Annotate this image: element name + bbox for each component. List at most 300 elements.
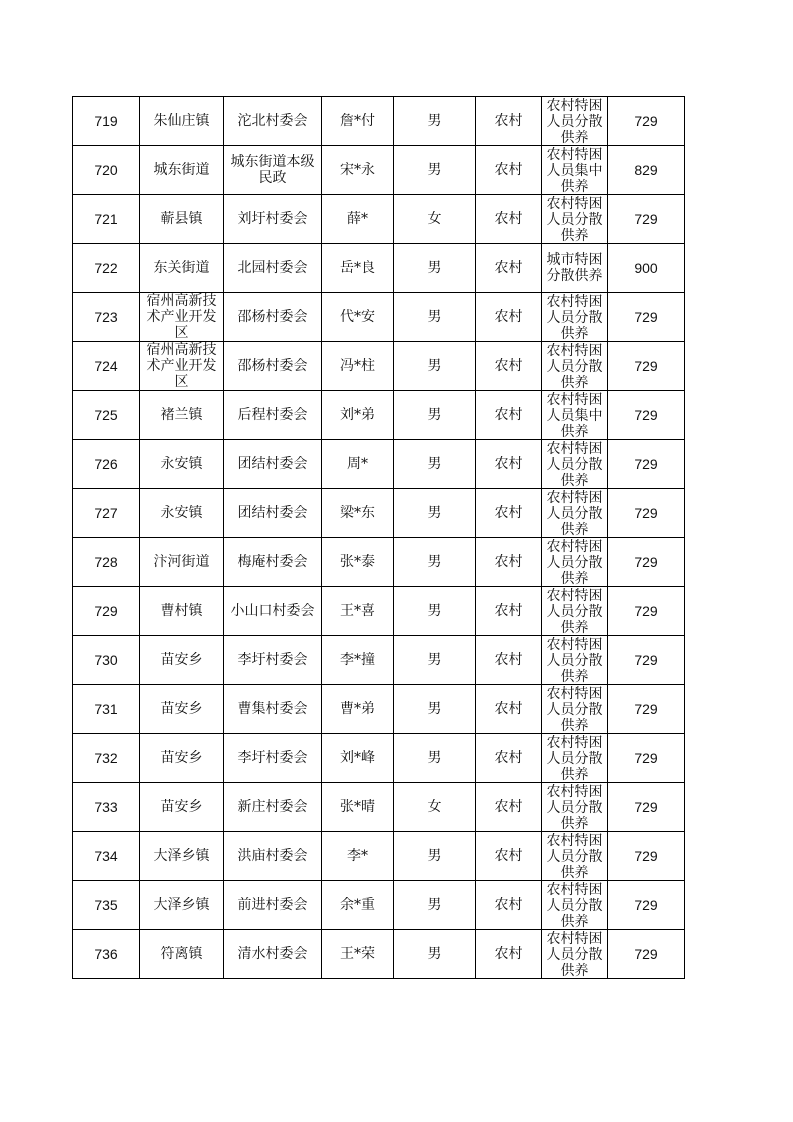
committee-cell	[224, 440, 322, 489]
gender-cell-text: 男	[427, 651, 442, 668]
support-type-cell	[542, 538, 608, 587]
row-number-text: 733	[94, 798, 118, 815]
town-cell	[140, 538, 224, 587]
gender-cell	[394, 244, 476, 293]
person-name-cell-text: 冯*柱	[340, 357, 375, 374]
person-name-cell-text: 薛*	[347, 210, 368, 227]
town-cell	[140, 783, 224, 832]
person-name-cell-text: 周*	[347, 455, 368, 472]
support-type-cell	[542, 440, 608, 489]
support-type-cell	[542, 783, 608, 832]
area-cell-text: 农村	[494, 357, 523, 374]
table-row	[73, 195, 685, 244]
amount-cell-text: 729	[634, 798, 658, 815]
town-cell-text: 宿州高新技 术产业开发 区	[146, 293, 217, 341]
support-type-cell-text: 农村特困 人员分散 供养	[546, 832, 603, 880]
support-type-cell-text: 农村特困 人员分散 供养	[546, 783, 603, 831]
area-cell-text: 农村	[494, 798, 523, 815]
row-number	[73, 293, 140, 342]
committee-cell-text: 沱北村委会	[237, 112, 308, 129]
town-cell	[140, 293, 224, 342]
committee-cell-text: 李圩村委会	[237, 749, 308, 766]
support-type-cell-text: 农村特困 人员集中 供养	[546, 391, 603, 439]
gender-cell	[394, 391, 476, 440]
committee-cell-text: 北园村委会	[237, 259, 308, 276]
committee-cell-text: 邵杨村委会	[237, 357, 308, 374]
town-cell	[140, 636, 224, 685]
town-cell	[140, 391, 224, 440]
area-cell	[476, 97, 542, 146]
town-cell-text: 大泽乡镇	[153, 847, 210, 864]
area-cell-text: 农村	[494, 504, 523, 521]
row-number	[73, 783, 140, 832]
committee-cell	[224, 97, 322, 146]
support-type-cell	[542, 146, 608, 195]
row-number	[73, 538, 140, 587]
committee-cell-text: 刘圩村委会	[237, 210, 308, 227]
row-number	[73, 685, 140, 734]
area-cell-text: 农村	[494, 406, 523, 423]
amount-cell	[608, 881, 685, 930]
person-name-cell-text: 刘*弟	[340, 406, 375, 423]
support-type-cell	[542, 489, 608, 538]
support-type-cell-text: 农村特困 人员分散 供养	[546, 636, 603, 684]
table-row	[73, 440, 685, 489]
person-name-cell	[322, 440, 394, 489]
area-cell-text: 农村	[494, 259, 523, 276]
row-number	[73, 440, 140, 489]
support-type-cell-text: 农村特困 人员分散 供养	[546, 734, 603, 782]
area-cell-text: 农村	[494, 161, 523, 178]
amount-cell-text: 729	[634, 945, 658, 962]
town-cell-text: 褚兰镇	[160, 406, 203, 423]
gender-cell-text: 女	[427, 798, 442, 815]
gender-cell	[394, 293, 476, 342]
gender-cell	[394, 489, 476, 538]
person-name-cell	[322, 538, 394, 587]
person-name-cell	[322, 97, 394, 146]
person-name-cell-text: 李*撞	[340, 651, 375, 668]
support-type-cell-text: 农村特困 人员分散 供养	[546, 881, 603, 929]
gender-cell	[394, 783, 476, 832]
person-name-cell	[322, 391, 394, 440]
area-cell	[476, 489, 542, 538]
person-name-cell-text: 刘*峰	[340, 749, 375, 766]
table-row	[73, 832, 685, 881]
town-cell	[140, 440, 224, 489]
person-name-cell-text: 余*重	[340, 896, 375, 913]
gender-cell-text: 男	[427, 357, 442, 374]
gender-cell	[394, 538, 476, 587]
committee-cell-text: 前进村委会	[237, 896, 308, 913]
town-cell-text: 朱仙庄镇	[153, 112, 210, 129]
amount-cell-text: 729	[634, 749, 658, 766]
support-type-cell	[542, 685, 608, 734]
area-cell-text: 农村	[494, 847, 523, 864]
support-type-cell	[542, 195, 608, 244]
area-cell	[476, 587, 542, 636]
gender-cell	[394, 930, 476, 979]
amount-cell	[608, 538, 685, 587]
town-cell-text: 符离镇	[160, 945, 203, 962]
committee-cell	[224, 195, 322, 244]
gender-cell	[394, 685, 476, 734]
area-cell-text: 农村	[494, 749, 523, 766]
committee-cell-text: 邵杨村委会	[237, 308, 308, 325]
committee-cell	[224, 685, 322, 734]
person-name-cell-text: 曹*弟	[340, 700, 375, 717]
row-number	[73, 881, 140, 930]
row-number-text: 719	[94, 112, 118, 129]
support-type-cell-text: 农村特困 人员分散 供养	[546, 489, 603, 537]
support-type-cell	[542, 930, 608, 979]
gender-cell	[394, 195, 476, 244]
area-cell	[476, 832, 542, 881]
town-cell	[140, 734, 224, 783]
gender-cell-text: 男	[427, 259, 442, 276]
table-row	[73, 489, 685, 538]
row-number-text: 723	[94, 308, 118, 325]
table-row	[73, 342, 685, 391]
town-cell	[140, 146, 224, 195]
person-name-cell-text: 张*晴	[340, 798, 375, 815]
gender-cell-text: 男	[427, 945, 442, 962]
amount-cell	[608, 195, 685, 244]
support-type-cell-text: 农村特困 人员分散 供养	[546, 440, 603, 488]
support-type-cell	[542, 342, 608, 391]
table-row	[73, 881, 685, 930]
area-cell	[476, 342, 542, 391]
town-cell	[140, 244, 224, 293]
town-cell	[140, 881, 224, 930]
amount-cell-text: 729	[634, 455, 658, 472]
gender-cell-text: 男	[427, 308, 442, 325]
area-cell	[476, 538, 542, 587]
person-name-cell	[322, 832, 394, 881]
committee-cell	[224, 342, 322, 391]
person-name-cell	[322, 146, 394, 195]
amount-cell-text: 900	[634, 259, 658, 276]
town-cell	[140, 587, 224, 636]
amount-cell-text: 729	[634, 357, 658, 374]
gender-cell-text: 男	[427, 896, 442, 913]
amount-cell-text: 729	[634, 210, 658, 227]
amount-cell	[608, 930, 685, 979]
committee-cell	[224, 391, 322, 440]
person-name-cell	[322, 195, 394, 244]
person-name-cell-text: 詹*付	[340, 112, 375, 129]
person-name-cell	[322, 293, 394, 342]
row-number-text: 726	[94, 455, 118, 472]
town-cell-text: 苗安乡	[160, 651, 203, 668]
person-name-cell-text: 梁*东	[340, 504, 375, 521]
town-cell	[140, 195, 224, 244]
row-number	[73, 244, 140, 293]
amount-cell	[608, 342, 685, 391]
table-row	[73, 685, 685, 734]
support-type-cell-text: 农村特困 人员集中 供养	[546, 146, 603, 194]
person-name-cell-text: 代*安	[340, 308, 375, 325]
amount-cell-text: 729	[634, 700, 658, 717]
row-number-text: 725	[94, 406, 118, 423]
area-cell-text: 农村	[494, 455, 523, 472]
amount-cell-text: 729	[634, 308, 658, 325]
row-number	[73, 587, 140, 636]
amount-cell-text: 729	[634, 847, 658, 864]
table-row	[73, 391, 685, 440]
gender-cell-text: 男	[427, 602, 442, 619]
person-name-cell	[322, 587, 394, 636]
row-number	[73, 195, 140, 244]
support-type-cell	[542, 587, 608, 636]
town-cell-text: 宿州高新技 术产业开发 区	[146, 342, 217, 390]
amount-cell	[608, 146, 685, 195]
area-cell	[476, 440, 542, 489]
town-cell-text: 苗安乡	[160, 798, 203, 815]
gender-cell	[394, 636, 476, 685]
town-cell-text: 大泽乡镇	[153, 896, 210, 913]
table-row	[73, 538, 685, 587]
area-cell	[476, 146, 542, 195]
row-number	[73, 930, 140, 979]
gender-cell-text: 男	[427, 553, 442, 570]
person-name-cell	[322, 342, 394, 391]
committee-cell	[224, 146, 322, 195]
amount-cell	[608, 587, 685, 636]
area-cell	[476, 244, 542, 293]
committee-cell-text: 团结村委会	[237, 504, 308, 521]
support-type-cell-text: 农村特困 人员分散 供养	[546, 342, 603, 390]
committee-cell	[224, 832, 322, 881]
town-cell	[140, 832, 224, 881]
row-number	[73, 832, 140, 881]
person-name-cell-text: 宋*永	[340, 161, 375, 178]
row-number	[73, 734, 140, 783]
gender-cell-text: 男	[427, 406, 442, 423]
table-row	[73, 146, 685, 195]
amount-cell	[608, 783, 685, 832]
committee-cell-text: 曹集村委会	[237, 700, 308, 717]
person-name-cell	[322, 685, 394, 734]
row-number	[73, 97, 140, 146]
support-type-cell	[542, 97, 608, 146]
committee-cell	[224, 244, 322, 293]
area-cell-text: 农村	[494, 945, 523, 962]
support-type-cell-text: 农村特困 人员分散 供养	[546, 195, 603, 243]
town-cell	[140, 930, 224, 979]
support-type-cell-text: 农村特困 人员分散 供养	[546, 685, 603, 733]
area-cell-text: 农村	[494, 651, 523, 668]
gender-cell-text: 男	[427, 161, 442, 178]
table-row	[73, 783, 685, 832]
gender-cell	[394, 832, 476, 881]
amount-cell	[608, 244, 685, 293]
committee-cell-text: 洪庙村委会	[237, 847, 308, 864]
row-number-text: 731	[94, 700, 118, 717]
support-type-cell	[542, 244, 608, 293]
town-cell-text: 蕲县镇	[160, 210, 203, 227]
amount-cell-text: 729	[634, 896, 658, 913]
person-name-cell	[322, 881, 394, 930]
support-type-cell-text: 农村特困 人员分散 供养	[546, 930, 603, 978]
committee-cell-text: 团结村委会	[237, 455, 308, 472]
committee-cell-text: 小山口村委会	[230, 602, 315, 619]
town-cell-text: 苗安乡	[160, 749, 203, 766]
committee-cell	[224, 293, 322, 342]
amount-cell	[608, 293, 685, 342]
area-cell-text: 农村	[494, 553, 523, 570]
person-name-cell	[322, 930, 394, 979]
amount-cell	[608, 636, 685, 685]
person-name-cell-text: 李*	[347, 847, 368, 864]
area-cell	[476, 293, 542, 342]
area-cell	[476, 783, 542, 832]
row-number	[73, 489, 140, 538]
town-cell-text: 永安镇	[160, 504, 203, 521]
gender-cell	[394, 440, 476, 489]
committee-cell-text: 城东街道本级 民政	[230, 154, 315, 186]
table-row	[73, 734, 685, 783]
amount-cell-text: 729	[634, 651, 658, 668]
row-number	[73, 391, 140, 440]
row-number-text: 721	[94, 210, 118, 227]
person-name-cell	[322, 783, 394, 832]
area-cell	[476, 685, 542, 734]
row-number-text: 722	[94, 259, 118, 276]
committee-cell	[224, 734, 322, 783]
support-type-cell	[542, 734, 608, 783]
area-cell-text: 农村	[494, 700, 523, 717]
person-name-cell-text: 岳*良	[340, 259, 375, 276]
gender-cell-text: 男	[427, 700, 442, 717]
area-cell	[476, 195, 542, 244]
row-number	[73, 636, 140, 685]
gender-cell	[394, 587, 476, 636]
row-number-text: 734	[94, 847, 118, 864]
gender-cell-text: 男	[427, 847, 442, 864]
row-number-text: 736	[94, 945, 118, 962]
town-cell-text: 苗安乡	[160, 700, 203, 717]
support-type-cell	[542, 881, 608, 930]
gender-cell-text: 男	[427, 455, 442, 472]
person-name-cell	[322, 489, 394, 538]
committee-cell-text: 后程村委会	[237, 406, 308, 423]
amount-cell	[608, 832, 685, 881]
area-cell	[476, 391, 542, 440]
support-type-cell-text: 农村特困 人员分散 供养	[546, 293, 603, 341]
gender-cell-text: 男	[427, 112, 442, 129]
committee-cell-text: 李圩村委会	[237, 651, 308, 668]
area-cell	[476, 734, 542, 783]
row-number-text: 735	[94, 896, 118, 913]
area-cell-text: 农村	[494, 602, 523, 619]
amount-cell	[608, 489, 685, 538]
person-name-cell	[322, 244, 394, 293]
amount-cell-text: 729	[634, 112, 658, 129]
gender-cell	[394, 342, 476, 391]
row-number-text: 724	[94, 357, 118, 374]
town-cell	[140, 685, 224, 734]
gender-cell-text: 女	[427, 210, 442, 227]
amount-cell	[608, 440, 685, 489]
amount-cell	[608, 685, 685, 734]
table-row	[73, 293, 685, 342]
person-name-cell-text: 王*喜	[340, 602, 375, 619]
table-body	[73, 97, 685, 979]
area-cell	[476, 930, 542, 979]
town-cell-text: 东关街道	[153, 259, 210, 276]
row-number-text: 727	[94, 504, 118, 521]
row-number-text: 732	[94, 749, 118, 766]
town-cell	[140, 97, 224, 146]
person-name-cell-text: 张*泰	[340, 553, 375, 570]
gender-cell	[394, 146, 476, 195]
area-cell-text: 农村	[494, 308, 523, 325]
gender-cell	[394, 97, 476, 146]
amount-cell-text: 729	[634, 504, 658, 521]
support-type-cell-text: 城市特困 分散供养	[546, 252, 603, 284]
committee-cell	[224, 783, 322, 832]
committee-cell-text: 清水村委会	[237, 945, 308, 962]
person-name-cell-text: 王*荣	[340, 945, 375, 962]
support-type-cell-text: 农村特困 人员分散 供养	[546, 538, 603, 586]
support-type-cell-text: 农村特困 人员分散 供养	[546, 587, 603, 635]
area-cell	[476, 881, 542, 930]
amount-cell	[608, 734, 685, 783]
town-cell-text: 汴河街道	[153, 553, 210, 570]
committee-cell-text: 梅庵村委会	[237, 553, 308, 570]
support-type-cell	[542, 832, 608, 881]
table-row	[73, 930, 685, 979]
row-number-text: 730	[94, 651, 118, 668]
area-cell-text: 农村	[494, 896, 523, 913]
support-type-cell-text: 农村特困 人员分散 供养	[546, 97, 603, 145]
amount-cell	[608, 391, 685, 440]
committee-cell	[224, 881, 322, 930]
committee-cell	[224, 636, 322, 685]
person-name-cell	[322, 636, 394, 685]
person-name-cell	[322, 734, 394, 783]
table-row	[73, 636, 685, 685]
table-row	[73, 244, 685, 293]
support-type-cell	[542, 293, 608, 342]
gender-cell	[394, 881, 476, 930]
committee-cell	[224, 930, 322, 979]
town-cell	[140, 342, 224, 391]
support-type-cell	[542, 636, 608, 685]
gender-cell-text: 男	[427, 504, 442, 521]
committee-cell	[224, 489, 322, 538]
area-cell	[476, 636, 542, 685]
row-number	[73, 146, 140, 195]
row-number	[73, 342, 140, 391]
table-row	[73, 587, 685, 636]
amount-cell-text: 729	[634, 602, 658, 619]
amount-cell-text: 729	[634, 406, 658, 423]
row-number-text: 729	[94, 602, 118, 619]
town-cell	[140, 489, 224, 538]
town-cell-text: 城东街道	[153, 161, 210, 178]
table-row	[73, 97, 685, 146]
gender-cell-text: 男	[427, 749, 442, 766]
committee-cell	[224, 587, 322, 636]
records-table	[72, 96, 685, 979]
support-type-cell	[542, 391, 608, 440]
town-cell-text: 曹村镇	[160, 602, 203, 619]
amount-cell	[608, 97, 685, 146]
committee-cell	[224, 538, 322, 587]
committee-cell-text: 新庄村委会	[237, 798, 308, 815]
